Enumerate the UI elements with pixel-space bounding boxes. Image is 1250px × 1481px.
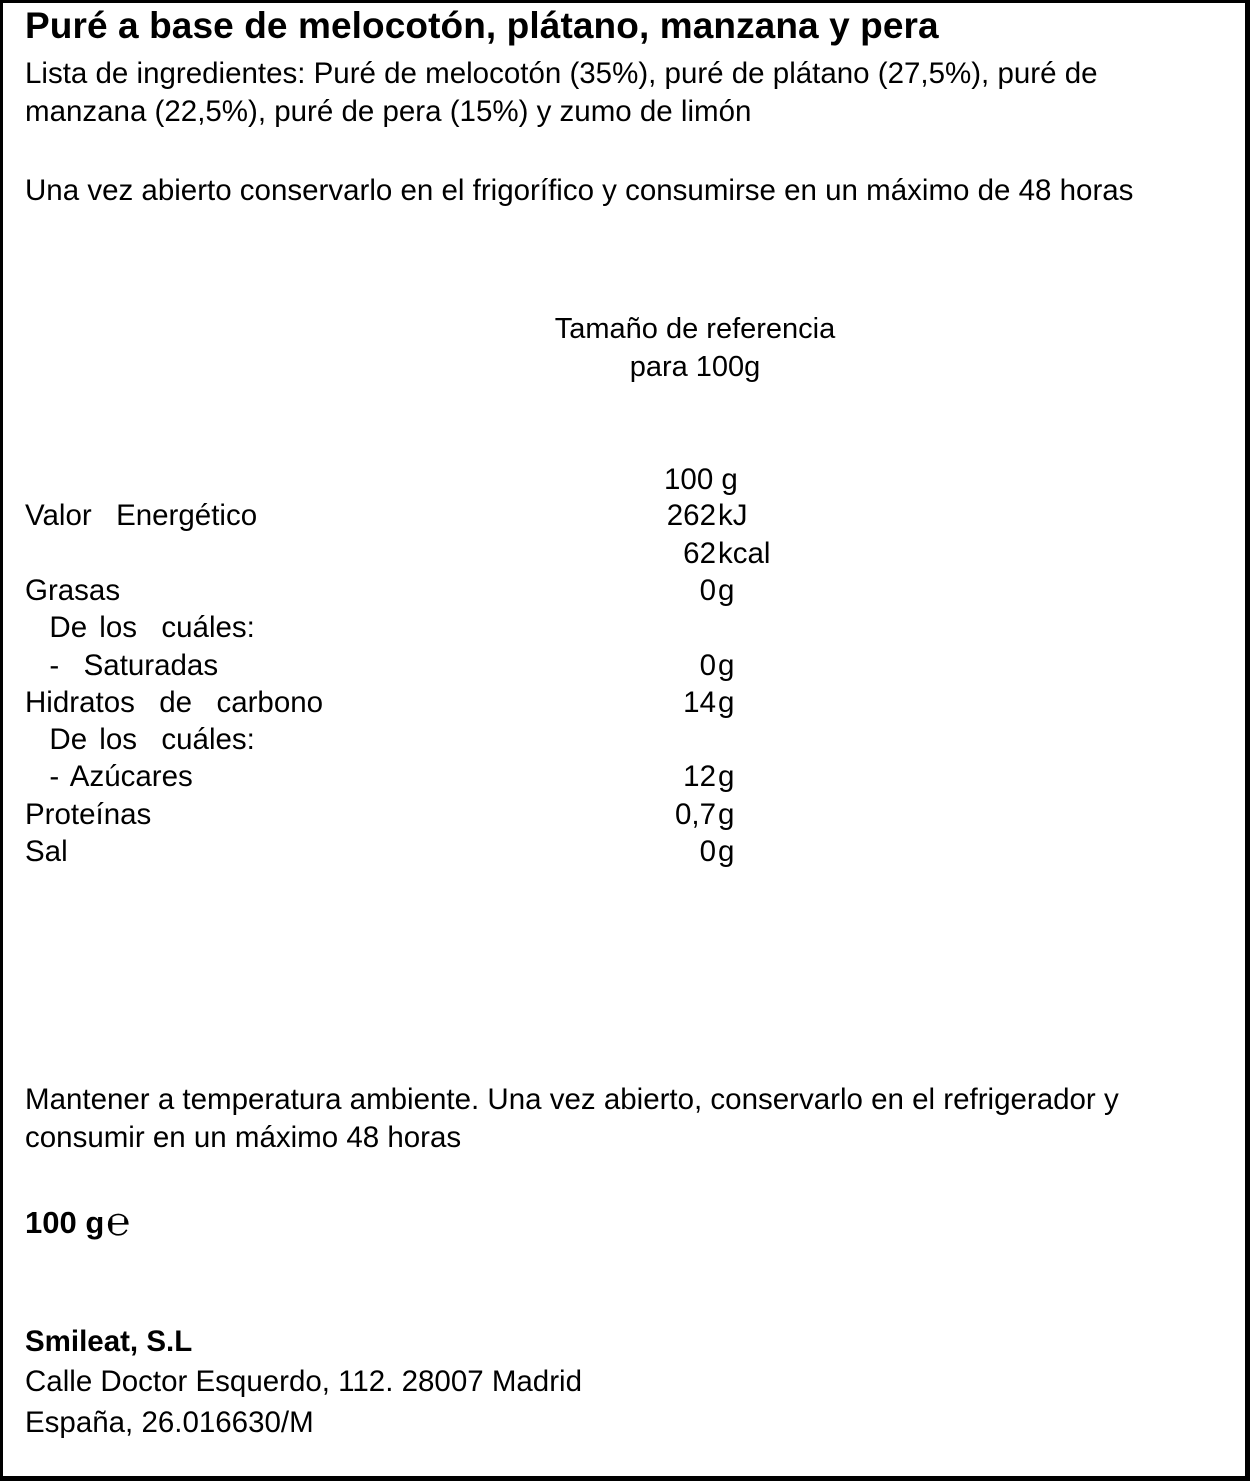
nutrition-value: 62	[683, 537, 716, 570]
nutrition-label: Proteínas	[25, 798, 152, 831]
nutrition-row-saturated	[0, 647, 1250, 684]
nutrition-row-of-which	[0, 609, 1250, 646]
manufacturer-address-line2: España, 26.016630/M	[25, 1406, 314, 1439]
nutrition-unit: g	[718, 835, 735, 868]
nutrition-column-header: 100 g	[664, 463, 738, 496]
storage-instructions: Mantener a temperatura ambiente. Una vez abierto, conservarlo en el refrigerador y consumir en un máximo 48 horas	[25, 1083, 1119, 1154]
nutrition-column-header-row	[0, 461, 1250, 498]
net-quantity-value: 100 g	[25, 1205, 105, 1240]
nutrition-value: 0	[699, 649, 716, 682]
nutrition-row-protein	[0, 796, 1250, 833]
reference-size-heading	[0, 310, 1250, 386]
nutrition-row-energy-kcal	[0, 535, 1250, 572]
storage-note-opened: Una vez abierto conservarlo en el frigorífico y consumirse en un máximo de 48 horas	[25, 174, 1134, 207]
nutrition-value: 0	[699, 835, 716, 868]
net-quantity	[25, 1199, 131, 1245]
product-title: Puré a base de melocotón, plátano, manzana y pera	[25, 5, 939, 46]
nutrition-row-salt	[0, 833, 1250, 870]
nutrition-label: - Saturadas	[25, 649, 219, 682]
reference-size-line2: para 100g	[629, 351, 761, 383]
nutrition-row-carbohydrates	[0, 684, 1250, 721]
nutrition-value: 0	[699, 574, 716, 607]
nutrition-row-fat	[0, 572, 1250, 609]
estimated-sign-icon: ℮	[106, 1199, 131, 1245]
manufacturer-name: Smileat, S.L	[25, 1325, 193, 1358]
reference-size-line1: Tamaño de referencia	[554, 313, 836, 345]
manufacturer-address-line1: Calle Doctor Esquerdo, 112. 28007 Madrid	[25, 1365, 582, 1398]
nutrition-unit: g	[718, 798, 735, 831]
nutrition-row-energy-kj	[0, 497, 1250, 534]
nutrition-unit: g	[718, 574, 735, 607]
nutrition-value: 14	[683, 686, 716, 719]
nutrition-label: Hidratos de carbono	[25, 686, 324, 719]
nutrition-label: De los cuáles:	[25, 723, 255, 756]
nutrition-row-sugars	[0, 758, 1250, 795]
nutrition-label: - Azúcares	[25, 760, 193, 793]
nutrition-unit: g	[718, 686, 735, 719]
nutrition-label: Sal	[25, 835, 68, 868]
nutrition-unit: g	[718, 649, 735, 682]
nutrition-value: 12	[683, 760, 716, 793]
nutrition-value: 262	[666, 499, 716, 532]
nutrition-label: Valor Energético	[25, 499, 258, 532]
nutrition-value: 0,7	[674, 798, 716, 831]
nutrition-label: De los cuáles:	[25, 611, 255, 644]
nutrition-unit: kcal	[718, 537, 771, 570]
nutrition-row-of-which	[0, 721, 1250, 758]
nutrition-unit: g	[718, 760, 735, 793]
nutrition-label: Grasas	[25, 574, 121, 607]
nutrition-unit: kJ	[718, 499, 748, 532]
ingredients-list: Lista de ingredientes: Puré de melocotón (35%), puré de plátano (27,5%), puré de manzana (22,5%), puré de pera (15%) y zumo de limón	[25, 57, 1098, 128]
